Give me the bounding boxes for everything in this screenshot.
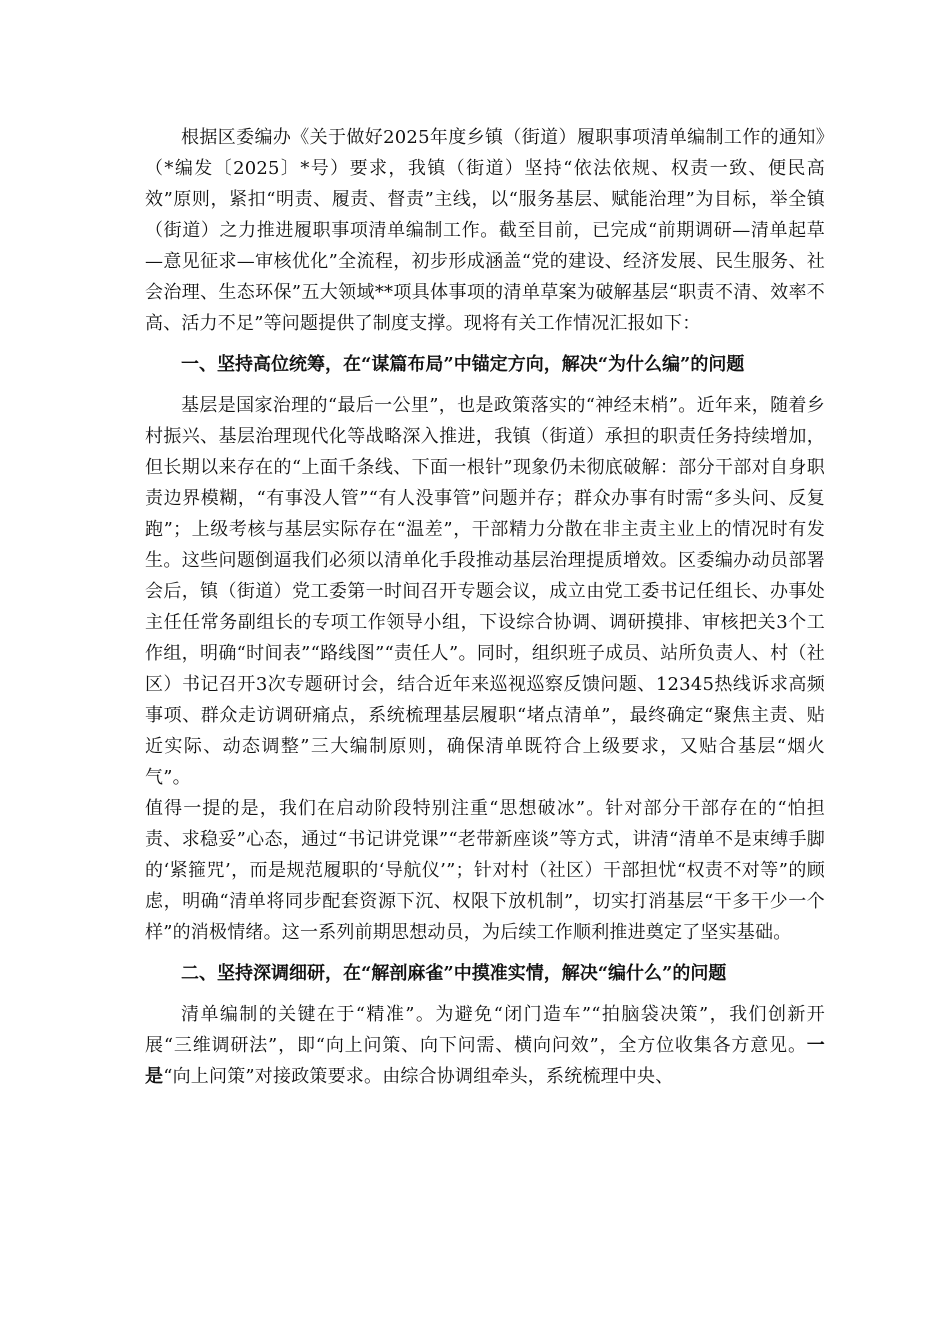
section-2-paragraph-1-start: 清单编制的关键在于“精准”。为避免“闭门造车”“拍脑袋决策”，我们创新开展“三维调研法”，即“向上问策、向下问需、横向问效”，全方位收集各方意见。 bbox=[145, 1004, 825, 1056]
intro-paragraph: 根据区委编办《关于做好2025年度乡镇（街道）履职事项清单编制工作的通知》（*编发〔2025〕*号）要求，我镇（街道）坚持“依法依规、权责一致、便民高效”原则，紧扣“明责、履责、督责”主线，以“服务基层、赋能治理”为目标，举全镇（街道）之力推进履职事项清单编制工作。截至目前，已完成“前期调研—清单起草—意见征求—审核优化”全流程，初步形成涵盖“党的建设、经济发展、民生服务、社会治理、生态环保”五大领域**项具体事项的清单草案为破解基层“职责不清、效率不高、活力不足”等问题提供了制度支撑。现将有关工作情况汇报如下： bbox=[145, 127, 825, 334]
section-2-heading: 二、坚持深调细研，在“解剖麻雀”中摸准实情，解决“编什么”的问题 bbox=[181, 963, 727, 984]
section-1-heading: 一、坚持高位统筹，在“谋篇布局”中锚定方向，解决“为什么编”的问题 bbox=[181, 354, 745, 375]
section-2-paragraph-1 bbox=[145, 999, 825, 1092]
section-1-paragraph-2: 值得一提的是，我们在启动阶段特别注重“思想破冰”。针对部分干部存在的“怕担责、求稳妥”心态，通过“书记讲党课”“老带新座谈”等方式，讲清“清单不是束缚手脚的‘紧箍咒’，而是规范履职的‘导航仪’”；针对村（社区）干部担忧“权责不对等”的顾虑，明确“清单将同步配套资源下沉、权限下放机制”，切实打消基层“干多干少一个样”的消极情绪。这一系列前期思想动员，为后续工作顺利推进奠定了坚实基础。 bbox=[145, 798, 825, 943]
section-2-bold-marker: 一是 bbox=[145, 1035, 825, 1087]
section-1-paragraph-1: 基层是国家治理的“最后一公里”，也是政策落实的“神经末梢”。近年来，随着乡村振兴、基层治理现代化等战略深入推进，我镇（街道）承担的职责任务持续增加，但长期以来存在的“上面千条线、下面一根针”现象仍未彻底破解：部分干部对自身职责边界模糊，“有事没人管”“有人没事管”问题并存；群众办事有时需“多头问、反复跑”；上级考核与基层实际存在“温差”，干部精力分散在非主责主业上的情况时有发生。这些问题倒逼我们必须以清单化手段推动基层治理提质增效。区委编办动员部署会后，镇（街道）党工委第一时间召开专题会议，成立由党工委书记任组长、办事处主任任常务副组长的专项工作领导小组，下设综合协调、调研摸排、审核把关3个工作组，明确“时间表”“路线图”“责任人”。同时，组织班子成员、站所负责人、村（社区）书记召开3次专题研讨会，结合近年来巡视巡察反馈问题、12345热线诉求高频事项、群众走访调研痛点，系统梳理基层履职“堵点清单”，最终确定“聚焦主责、贴近实际、动态调整”三大编制原则，确保清单既符合上级要求，又贴合基层“烟火气”。 bbox=[145, 395, 825, 788]
section-2-paragraph-1-end: “向上问策”对接政策要求。由综合协调组牵头，系统梳理中央、 bbox=[163, 1066, 674, 1087]
document-body bbox=[145, 122, 825, 1092]
